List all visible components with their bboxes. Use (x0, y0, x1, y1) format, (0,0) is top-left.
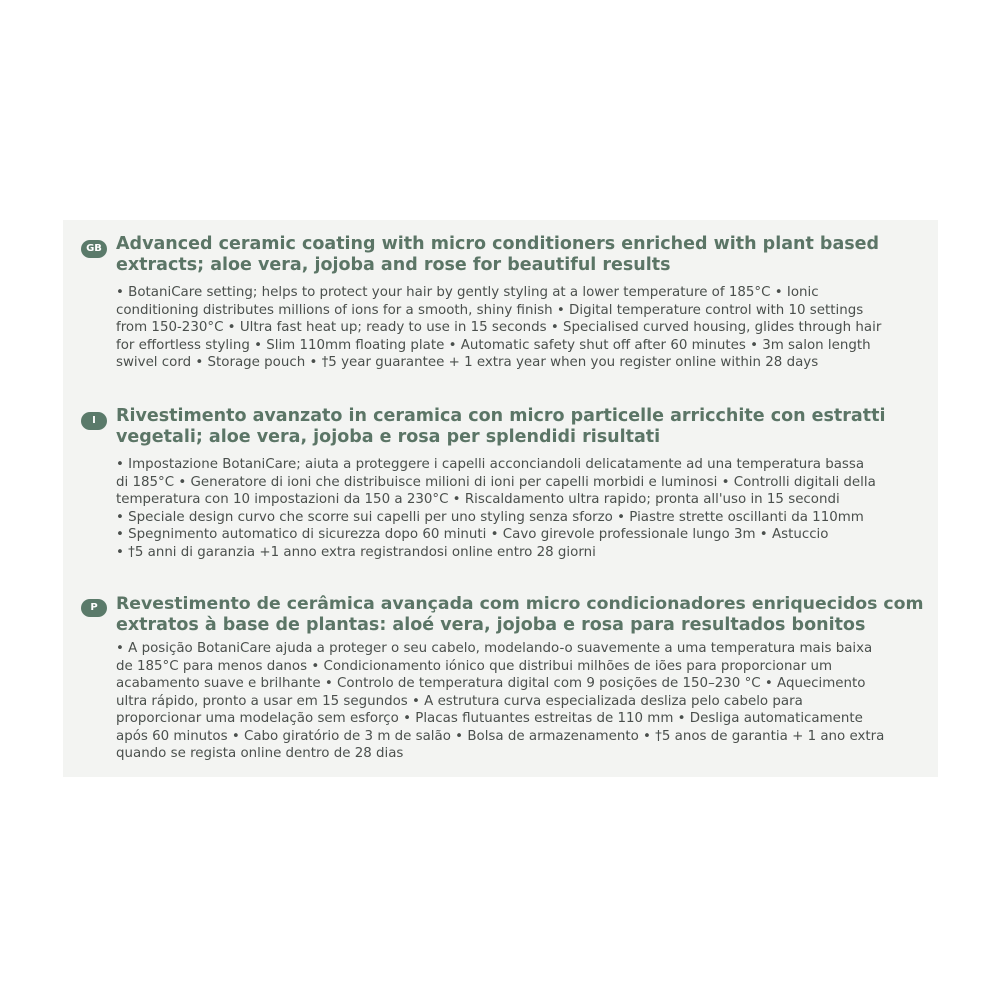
language-badge-gb: GB (81, 240, 107, 258)
heading-line: extracts; aloe vera, jojoba and rose for beautiful results (116, 255, 671, 275)
heading-line: Advanced ceramic coating with micro conditioners enriched with plant based (116, 234, 880, 254)
body-line: • Speciale design curvo che scorre sui capelli per uno styling senza sforzo • Piastre strette oscillanti da 110mm (116, 509, 864, 525)
section-heading-it (116, 406, 931, 448)
body-line: swivel cord • Storage pouch • †5 year guarantee + 1 extra year when you register online within 28 days (116, 355, 819, 370)
section-heading-pt (116, 594, 931, 636)
heading-line: extratos à base de plantas: aloé vera, jojoba e rosa para resultados bonitos (116, 615, 866, 635)
body-line: quando se regista online dentro de 28 dias (116, 746, 404, 761)
body-line: de 185°C para menos danos • Condicionamento iónico que distribui milhões de iões para proporcionar um (116, 658, 832, 674)
section-heading-gb (116, 234, 931, 276)
body-line: • †5 anni di garanzia +1 anno extra registrandosi online entro 28 giorni (116, 544, 596, 560)
instruction-card (63, 220, 938, 777)
language-badge-it: I (81, 412, 107, 430)
section-body-it (116, 456, 931, 561)
heading-line: Rivestimento avanzato in ceramica con micro particelle arricchite con estratti (116, 406, 886, 426)
body-line: from 150-230°C • Ultra fast heat up; ready to use in 15 seconds • Specialised curved housing, glides through hair (116, 320, 882, 335)
body-line: di 185°C • Generatore di ioni che distribuisce milioni di ioni per capelli morbidi e luminosi • Controlli digitali della (116, 474, 876, 490)
body-line: • Spegnimento automatico di sicurezza dopo 60 minuti • Cavo girevole professionale lungo 3m • Astuccio (116, 527, 829, 542)
body-line: for effortless styling • Slim 110mm floating plate • Automatic safety shut off after 60 minutes • 3m salon length (116, 337, 871, 353)
body-line: conditioning distributes millions of ions for a smooth, shiny finish • Digital temperature control with 10 settings (116, 302, 864, 318)
body-line: • A posição BotaniCare ajuda a proteger o seu cabelo, modelando-o suavemente a uma temperatura mais baixa (116, 641, 873, 656)
body-line: após 60 minutos • Cabo giratório de 3 m de salão • Bolsa de armazenamento • †5 anos de garantia + 1 ano extra (116, 728, 885, 744)
heading-line: vegetali; aloe vera, jojoba e rosa per splendidi risultati (116, 427, 661, 447)
body-line: proporcionar uma modelação sem esforço • Placas flutuantes estreitas de 110 mm • Desliga automaticamente (116, 711, 863, 726)
section-body-pt (116, 640, 931, 763)
section-body-gb (116, 284, 931, 372)
language-badge-pt: P (81, 599, 107, 617)
heading-line: Revestimento de cerâmica avançada com micro condicionadores enriquecidos com (116, 594, 924, 614)
body-line: • BotaniCare setting; helps to protect your hair by gently styling at a lower temperature of 185°C • Ionic (116, 285, 819, 300)
body-line: ultra rápido, pronto a usar em 15 segundos • A estrutura curva especializada desliza pelo cabelo para (116, 693, 803, 709)
body-line: temperatura con 10 impostazioni da 150 a 230°C • Riscaldamento ultra rapido; pronta all'uso in 15 secondi (116, 492, 840, 507)
body-line: • Impostazione BotaniCare; aiuta a proteggere i capelli acconciandoli delicatamente ad una temperatura bassa (116, 457, 865, 472)
body-line: acabamento suave e brilhante • Controlo de temperatura digital com 9 posições de 150–230 °C • Aquecimento (116, 676, 866, 691)
